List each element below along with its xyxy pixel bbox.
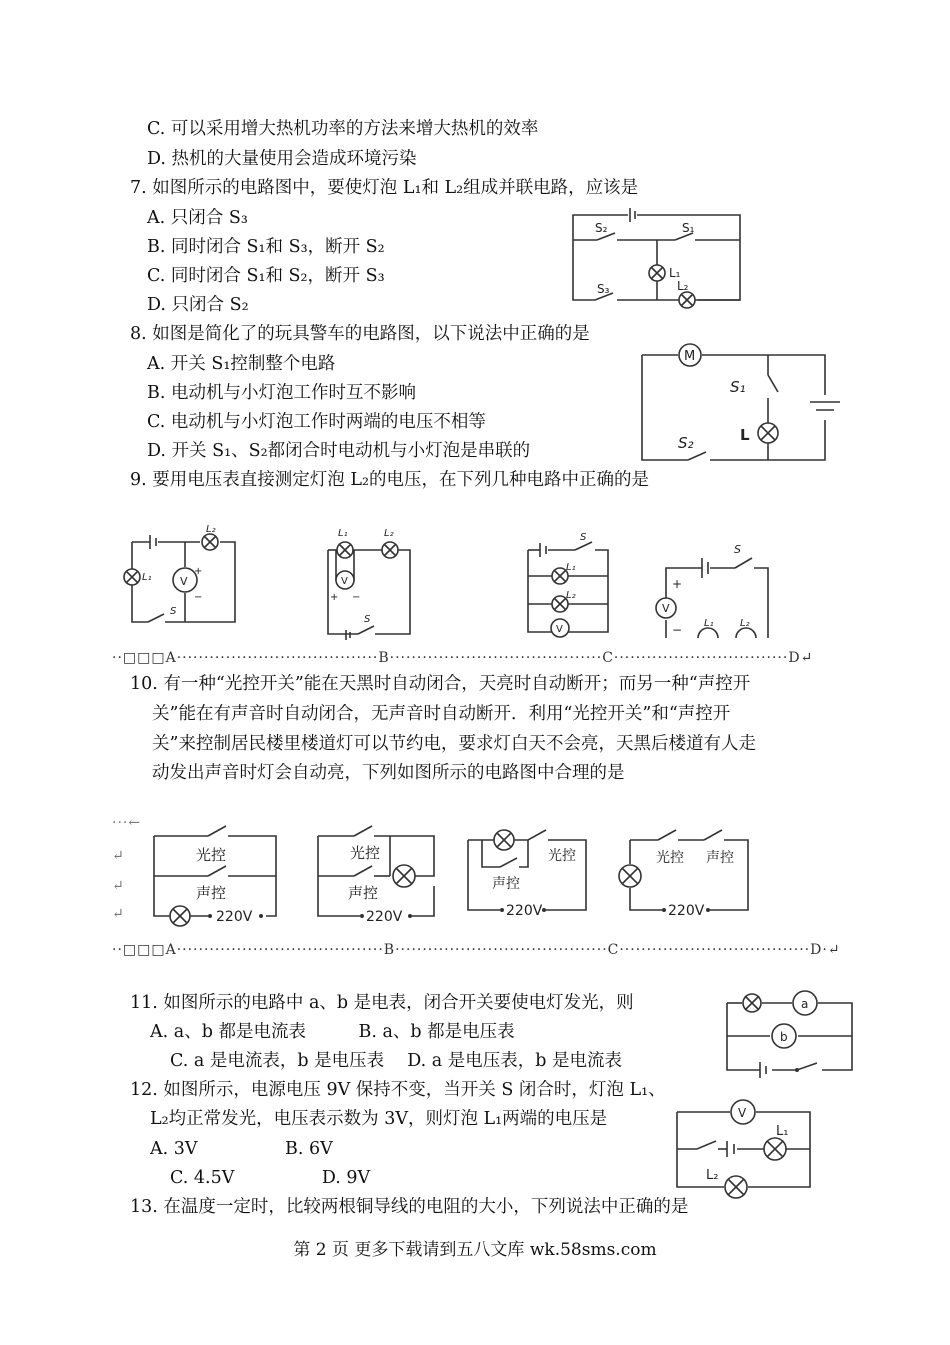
q9b-label-s: S (364, 614, 371, 625)
q8-circuit-diagram (640, 340, 850, 465)
q10-margin-mark-2: ↵ (112, 848, 125, 864)
q10d-label-sound: 声控 (706, 850, 734, 866)
q9-stem: 9. 要用电压表直接测定灯泡 L₂的电压，在下列几种电路中正确的是 (130, 470, 649, 490)
q9a-label-s: S (170, 606, 177, 617)
q9d-label-plus: + (672, 577, 683, 591)
q12-line-2: L₂均正常发光，电压表示数为 3V，则灯泡 L₁两端的电压是 (150, 1109, 608, 1129)
q9a-label-minus: − (194, 592, 203, 603)
q10-circuit-a (148, 818, 278, 928)
q9-options-row: ··□□□A·····································B·······································C································D↵ (112, 650, 814, 666)
q12-line-1: 12. 如图所示，电源电压 9V 保持不变，当开关 S 闭合时，灯泡 L₁、 (130, 1080, 666, 1100)
q9c-label-s: S (580, 532, 587, 543)
q7-label-l2: L₂ (677, 279, 689, 293)
q10d-label-light: 光控 (656, 850, 684, 866)
q7-option-d: D. 只闭合 S₂ (147, 295, 249, 315)
q13-stem: 13. 在温度一定时，比较两根铜导线的电阻的大小，下列说法中正确的是 (130, 1197, 689, 1217)
q9c-label-v: V (556, 624, 563, 635)
q9b-label-v: V (341, 576, 348, 587)
q10-line-1: 10. 有一种“光控开关”能在天黑时自动闭合，天亮时自动断开；而另一种“声控开 (130, 674, 751, 694)
q10-circuit-c (462, 822, 592, 922)
q9a-label-l1: L₁ (142, 572, 152, 583)
q6-option-d: D. 热机的大量使用会造成环境污染 (147, 149, 417, 169)
q9d-label-s: S (734, 543, 741, 556)
q11-label-a: a (801, 997, 809, 1011)
page-footer: 第 2 页 更多下载请到五八文库 wk.58sms.com (293, 1240, 657, 1260)
q9d-label-l2: L₂ (740, 618, 750, 629)
q7-label-s3: S₃ (597, 282, 610, 296)
q12-options-ab: A. 3V B. 6V (150, 1139, 333, 1159)
q12-options-cd: C. 4.5V D. 9V (170, 1168, 371, 1188)
q9b-label-l1: L₁ (338, 528, 348, 539)
q9-circuit-c (520, 532, 620, 642)
q9d-label-minus: − (672, 623, 683, 637)
q10-circuit-b (312, 818, 442, 928)
q8-option-a: A. 开关 S₁控制整个电路 (147, 354, 336, 374)
q9b-label-l2: L₂ (384, 528, 394, 539)
q10-circuit-d (618, 822, 758, 922)
q11-label-b: b (780, 1030, 788, 1044)
q12-label-l1: L₁ (776, 1124, 789, 1139)
q7-option-a: A. 只闭合 S₃ (147, 208, 248, 228)
q11-options-cd: C. a 是电流表，b 是电压表 D. a 是电压表，b 是电流表 (170, 1051, 623, 1071)
q8-option-d: D. 开关 S₁、S₂都闭合时电动机与小灯泡是串联的 (147, 441, 531, 461)
q7-stem: 7. 如图所示的电路图中，要使灯泡 L₁和 L₂组成并联电路，应该是 (130, 178, 639, 198)
q10b-label-220v: 220V (366, 909, 403, 925)
q10-margin-mark-4: ↵ (112, 906, 125, 922)
q12-circuit-diagram (672, 1097, 817, 1207)
q10-margin-mark-3: ↵ (112, 878, 125, 894)
q9c-label-l2: L₂ (566, 590, 576, 601)
q9b-label-plus: + (330, 592, 339, 603)
q10-line-3: 关”来控制居民楼里楼道灯可以节约电，要求灯白天不会亮，天黑后楼道有人走 (152, 734, 756, 754)
q10-margin-mark-1: ···← (112, 815, 142, 831)
q10-options-row: ··□□□A······································B·······································C···································D·↵ (112, 942, 841, 958)
q9a-label-v: V (180, 575, 188, 588)
q9-circuit-a (120, 522, 240, 632)
q9-circuit-d (650, 538, 770, 643)
q8-label-l: L (740, 426, 750, 444)
q8-option-c: C. 电动机与小灯泡工作时两端的电压不相等 (147, 412, 486, 432)
q8-label-m: M (684, 349, 696, 364)
q12-label-v: V (738, 1106, 747, 1120)
q10-line-4: 动发出声音时灯会自动亮，下列如图所示的电路图中合理的是 (152, 763, 625, 783)
q10d-label-220v: 220V (668, 903, 705, 919)
q10a-label-220v: 220V (216, 909, 253, 925)
q10c-label-220v: 220V (506, 903, 543, 919)
q8-label-s2: S₂ (678, 434, 694, 452)
q7-circuit-diagram (565, 205, 745, 305)
q7-label-s1: S₁ (682, 221, 695, 235)
q9-circuit-b (320, 522, 420, 642)
q8-label-s1: S₁ (730, 378, 746, 396)
q11-circuit-diagram (722, 988, 857, 1083)
q10b-label-light: 光控 (350, 844, 381, 862)
q9d-label-l1: L₁ (704, 618, 714, 629)
q7-option-c: C. 同时闭合 S₁和 S₂，断开 S₃ (147, 266, 385, 286)
q9c-label-l1: L₁ (566, 562, 576, 573)
q10a-label-sound: 声控 (196, 884, 227, 902)
q10b-label-sound: 声控 (348, 884, 379, 902)
q6-option-c: C. 可以采用增大热机功率的方法来增大热机的效率 (147, 119, 539, 139)
q10c-label-light: 光控 (548, 848, 576, 864)
q9b-label-minus: − (352, 592, 361, 603)
q11-options-ab: A. a、b 都是电流表 B. a、b 都是电压表 (150, 1022, 515, 1042)
q7-label-s2: S₂ (595, 221, 608, 235)
q9d-label-v: V (662, 602, 670, 615)
q10c-label-sound: 声控 (492, 876, 520, 892)
q10a-label-light: 光控 (196, 846, 227, 864)
q8-option-b: B. 电动机与小灯泡工作时互不影响 (147, 383, 416, 403)
q10-line-2: 关”能在有声音时自动闭合，无声音时自动断开．利用“光控开关”和“声控开 (152, 704, 731, 724)
q9a-label-plus: + (194, 566, 203, 577)
q8-stem: 8. 如图是简化了的玩具警车的电路图，以下说法中正确的是 (130, 324, 590, 344)
q7-label-l1: L₁ (669, 266, 681, 280)
q12-label-l2: L₂ (706, 1168, 719, 1183)
q11-stem: 11. 如图所示的电路中 a、b 是电表，闭合开关要使电灯发光，则 (130, 993, 634, 1013)
q9a-label-l2: L₂ (206, 524, 216, 535)
q7-option-b: B. 同时闭合 S₁和 S₃，断开 S₂ (147, 237, 385, 257)
